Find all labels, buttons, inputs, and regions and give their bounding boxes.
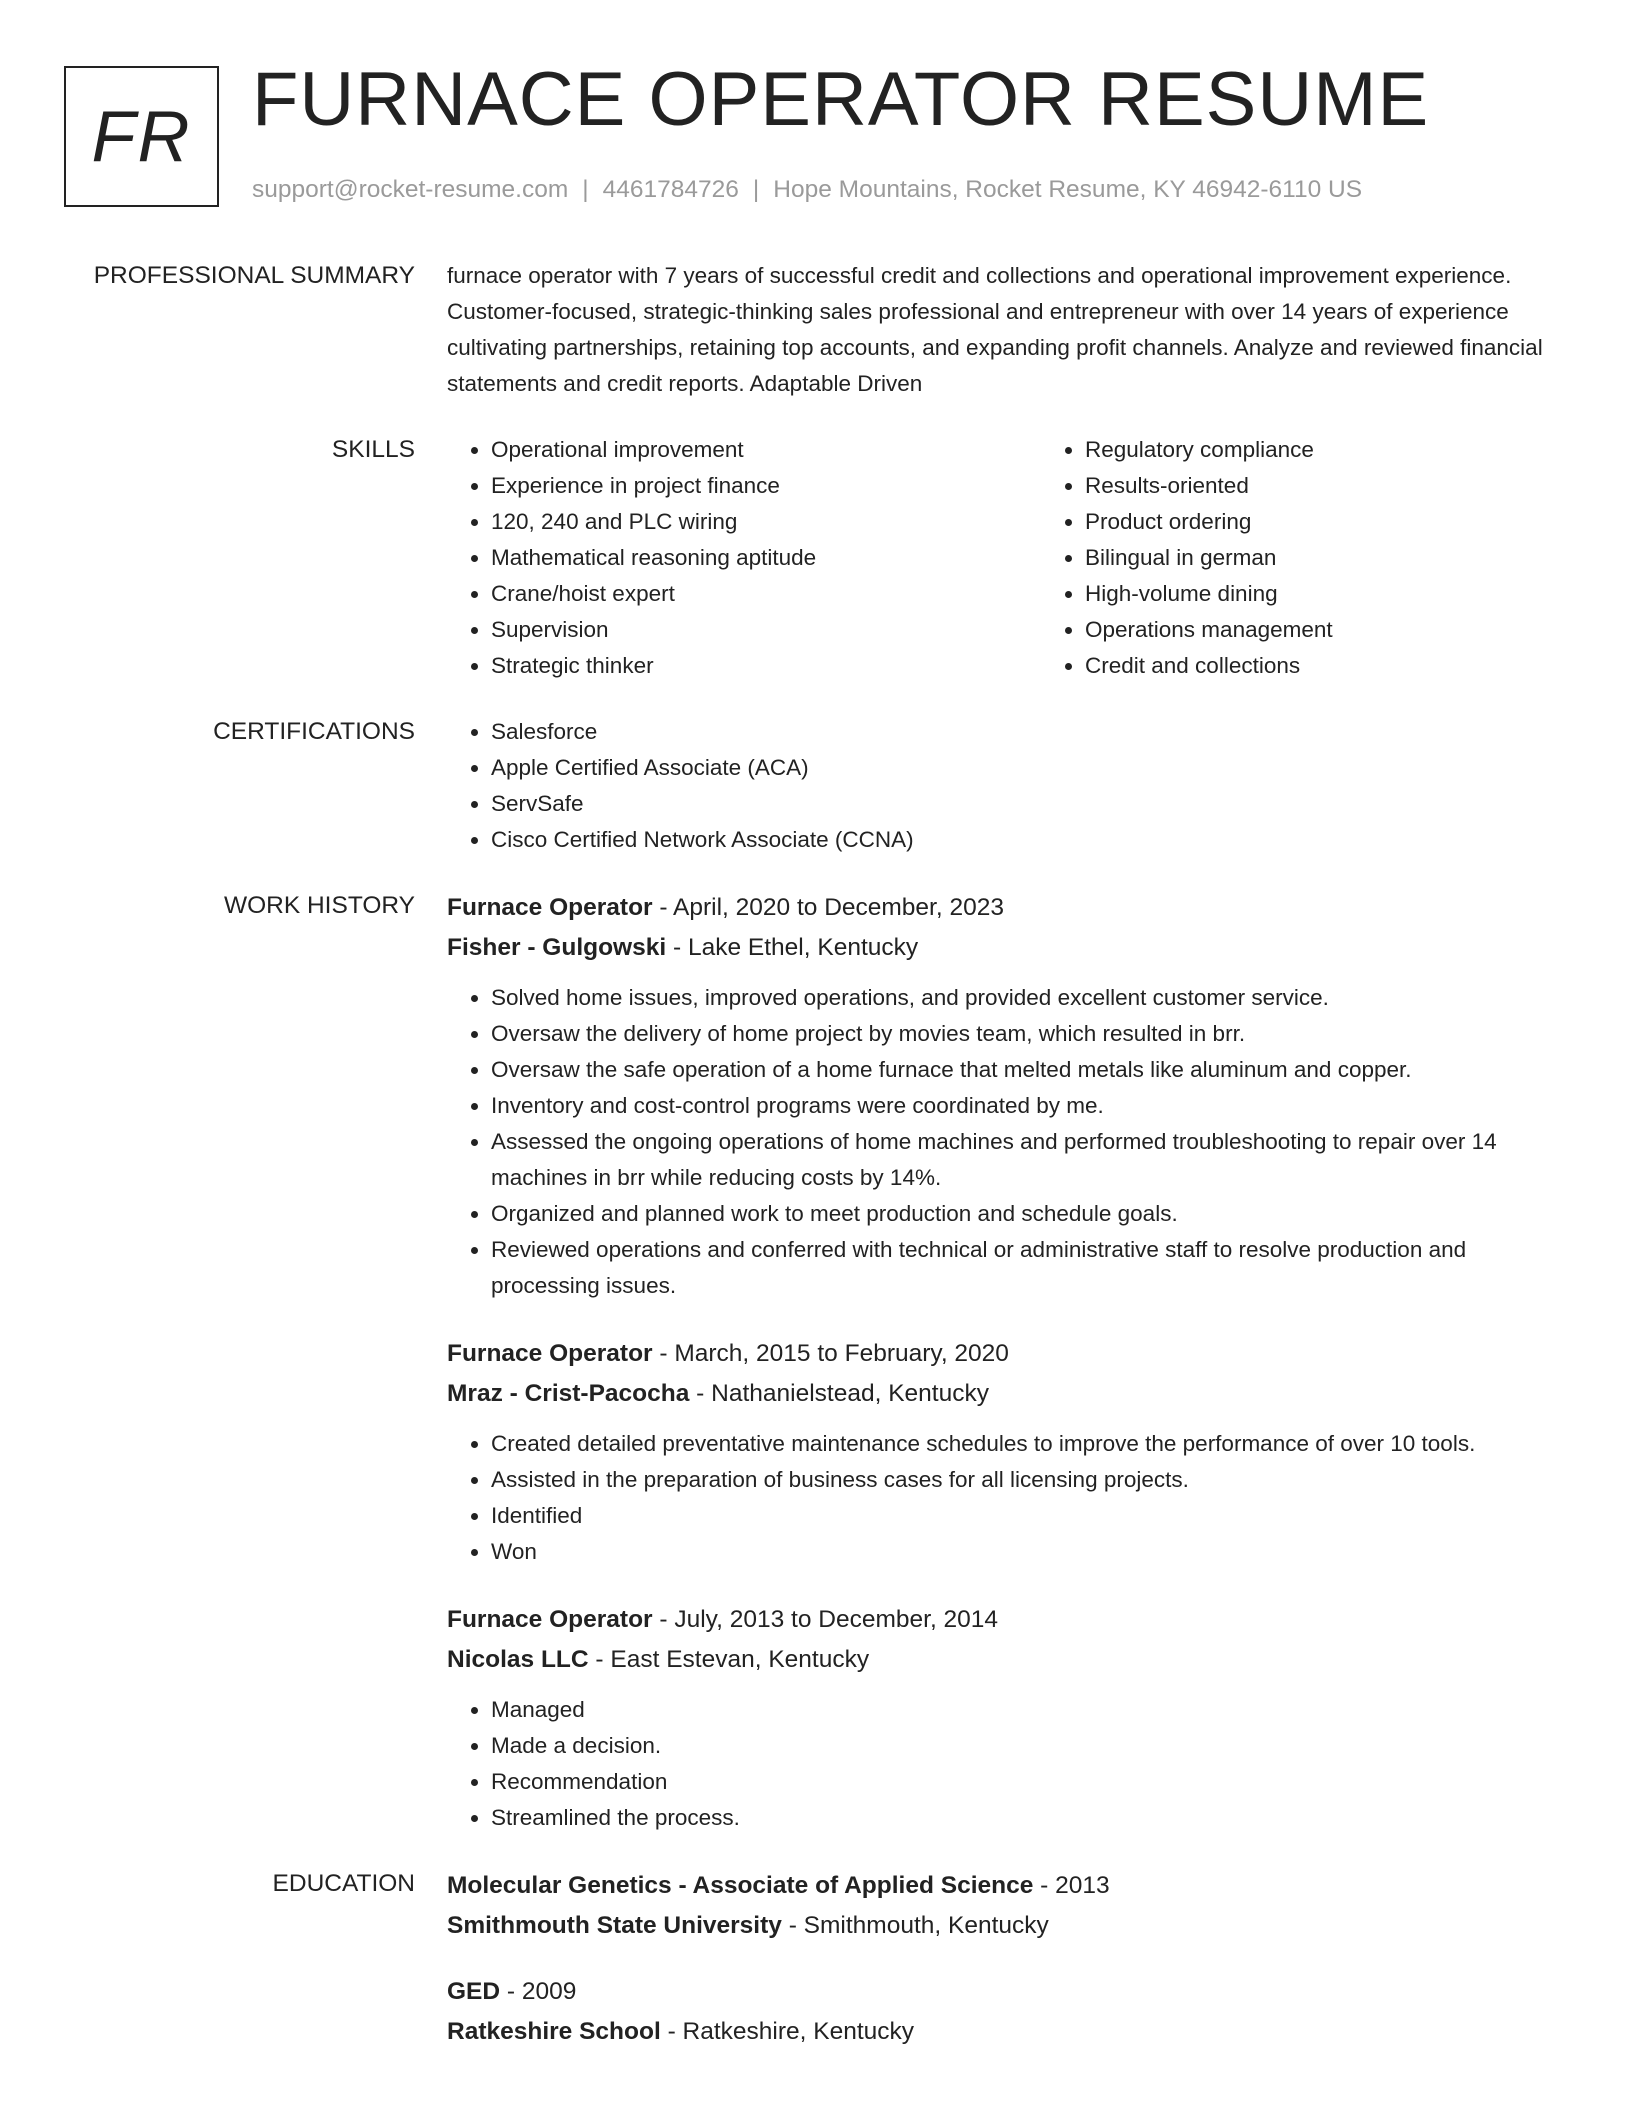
- skill-item: • Strategic thinker: [491, 648, 1041, 684]
- section-body-certifications: [447, 714, 1547, 858]
- job-company-line: [447, 1374, 1547, 1414]
- contact-phone: 4461784726: [602, 176, 739, 203]
- job-entry: [447, 1600, 1547, 1836]
- skill-item: • Results-oriented: [1085, 468, 1632, 504]
- job-bullet: • Won: [491, 1534, 1547, 1570]
- job-bullet: • Assisted in the preparation of business cases for all licensing projects.: [491, 1462, 1547, 1498]
- skill-item: • Supervision: [491, 612, 1041, 648]
- job-location: - Nathanielstead, Kentucky: [689, 1380, 989, 1407]
- section-body-summary: [447, 258, 1547, 402]
- section-skills: [0, 432, 1632, 684]
- job-title-line: [447, 888, 1547, 928]
- skill-item: • 120, 240 and PLC wiring: [491, 504, 1041, 540]
- job-bullet: • Reviewed operations and conferred with technical or administrative staff to resolve production and processing issues.: [491, 1232, 1547, 1304]
- job-bullet: • Oversaw the delivery of home project by movies team, which resulted in brr.: [491, 1016, 1547, 1052]
- page-title: FURNACE OPERATOR RESUME: [252, 57, 1430, 142]
- job-bullet: • Managed: [491, 1692, 1547, 1728]
- job-bullet: • Inventory and cost-control programs were coordinated by me.: [491, 1088, 1547, 1124]
- skill-item: • Crane/hoist expert: [491, 576, 1041, 612]
- certifications-list: [447, 714, 1547, 858]
- education-entry: [447, 1866, 1547, 1946]
- job-entry: [447, 888, 1547, 1304]
- contact-separator: |: [582, 176, 589, 203]
- section-education: [0, 1866, 1632, 2052]
- contact-line: [252, 174, 1362, 206]
- education-degree-line: [447, 1972, 1547, 2012]
- education-location: - Smithmouth, Kentucky: [781, 1912, 1049, 1939]
- job-company: Mraz - Crist-Pacocha: [447, 1380, 690, 1407]
- education-school: Smithmouth State University: [447, 1912, 782, 1939]
- certification-item: • Cisco Certified Network Associate (CCNA): [491, 822, 1547, 858]
- monogram-box: [64, 66, 219, 207]
- education-school: Ratkeshire School: [447, 2018, 661, 2045]
- job-bullets: [447, 1692, 1547, 1836]
- job-bullet: • Assessed the ongoing operations of home machines and performed troubleshooting to repair over 14 machines in brr while reducing costs by 14%.: [491, 1124, 1547, 1196]
- job-title: Furnace Operator: [447, 894, 653, 921]
- skill-item: • Operational improvement: [491, 432, 1041, 468]
- job-bullet: • Created detailed preventative maintenance schedules to improve the performance of over 10 tools.: [491, 1426, 1547, 1462]
- section-label-summary: PROFESSIONAL SUMMARY: [93, 262, 415, 289]
- job-company: Fisher - Gulgowski: [447, 934, 667, 961]
- education-year: - 2013: [1033, 1872, 1110, 1899]
- job-company-line: [447, 1640, 1547, 1680]
- job-title-line: [447, 1334, 1547, 1374]
- job-bullet: • Identified: [491, 1498, 1547, 1534]
- job-bullet: • Streamlined the process.: [491, 1800, 1547, 1836]
- resume-sections: [0, 258, 1632, 2082]
- job-bullet: • Solved home issues, improved operations, and provided excellent customer service.: [491, 980, 1547, 1016]
- job-bullet: • Organized and planned work to meet production and schedule goals.: [491, 1196, 1547, 1232]
- section-summary: [0, 258, 1632, 402]
- job-bullets: [447, 1426, 1547, 1570]
- job-location: - East Estevan, Kentucky: [588, 1646, 870, 1673]
- section-certifications: [0, 714, 1632, 858]
- section-label-education: EDUCATION: [272, 1870, 415, 1897]
- job-title: Furnace Operator: [447, 1606, 653, 1633]
- education-year: - 2009: [500, 1978, 577, 2005]
- section-label-certifications: CERTIFICATIONS: [213, 718, 415, 745]
- skill-item: • High-volume dining: [1085, 576, 1632, 612]
- job-title: Furnace Operator: [447, 1340, 653, 1367]
- skills-grid: [447, 432, 1547, 684]
- job-dates: - April, 2020 to December, 2023: [652, 894, 1004, 921]
- skill-item: • Bilingual in german: [1085, 540, 1632, 576]
- job-entry: [447, 1334, 1547, 1570]
- job-dates: - March, 2015 to February, 2020: [652, 1340, 1009, 1367]
- contact-separator: |: [752, 176, 760, 203]
- education-degree: Molecular Genetics - Associate of Applied Science: [447, 1872, 1034, 1899]
- job-company: Nicolas LLC: [447, 1646, 589, 1673]
- skill-item: • Operations management: [1085, 612, 1632, 648]
- education-degree-line: [447, 1866, 1547, 1906]
- section-body-work-history: [447, 888, 1547, 1836]
- education-location: - Ratkeshire, Kentucky: [660, 2018, 915, 2045]
- skills-column-2: [1041, 432, 1632, 684]
- job-bullet: • Oversaw the safe operation of a home furnace that melted metals like aluminum and copper.: [491, 1052, 1547, 1088]
- section-work-history: [0, 888, 1632, 1836]
- job-bullets: [447, 980, 1547, 1304]
- education-entry: [447, 1972, 1547, 2052]
- job-title-line: [447, 1600, 1547, 1640]
- job-company-line: [447, 928, 1547, 968]
- job-bullet: • Made a decision.: [491, 1728, 1547, 1764]
- education-school-line: [447, 2012, 1547, 2052]
- skill-item: • Mathematical reasoning aptitude: [491, 540, 1041, 576]
- skill-item: • Credit and collections: [1085, 648, 1632, 684]
- certification-item: • Apple Certified Associate (ACA): [491, 750, 1547, 786]
- education-school-line: [447, 1906, 1547, 1946]
- job-bullet: • Recommendation: [491, 1764, 1547, 1800]
- job-dates: - July, 2013 to December, 2014: [652, 1606, 999, 1633]
- certification-item: • Salesforce: [491, 714, 1547, 750]
- skill-item: • Product ordering: [1085, 504, 1632, 540]
- summary-text: furnace operator with 7 years of successful credit and collections and operational improvement experience. Customer-focused, strategic-thinking sales professional and entrepreneur with over 14 years of experience cultivating partnerships, retaining top accounts, and expanding profit channels. Analyze and reviewed financial statements and credit reports. Adaptable Driven: [447, 263, 1543, 396]
- skills-column-1: [447, 432, 1041, 684]
- skill-item: • Experience in project finance: [491, 468, 1041, 504]
- job-location: - Lake Ethel, Kentucky: [666, 934, 919, 961]
- contact-email: support@rocket-resume.com: [252, 176, 569, 203]
- section-label-work-history: WORK HISTORY: [223, 892, 415, 919]
- section-body-education: [447, 1866, 1547, 2052]
- certification-item: • ServSafe: [491, 786, 1547, 822]
- education-degree: GED: [447, 1978, 501, 2005]
- skill-item: • Regulatory compliance: [1085, 432, 1632, 468]
- section-label-skills: SKILLS: [331, 436, 415, 463]
- contact-address: Hope Mountains, Rocket Resume, KY 46942-6110 US: [773, 176, 1363, 203]
- monogram-initials: FR: [91, 96, 192, 177]
